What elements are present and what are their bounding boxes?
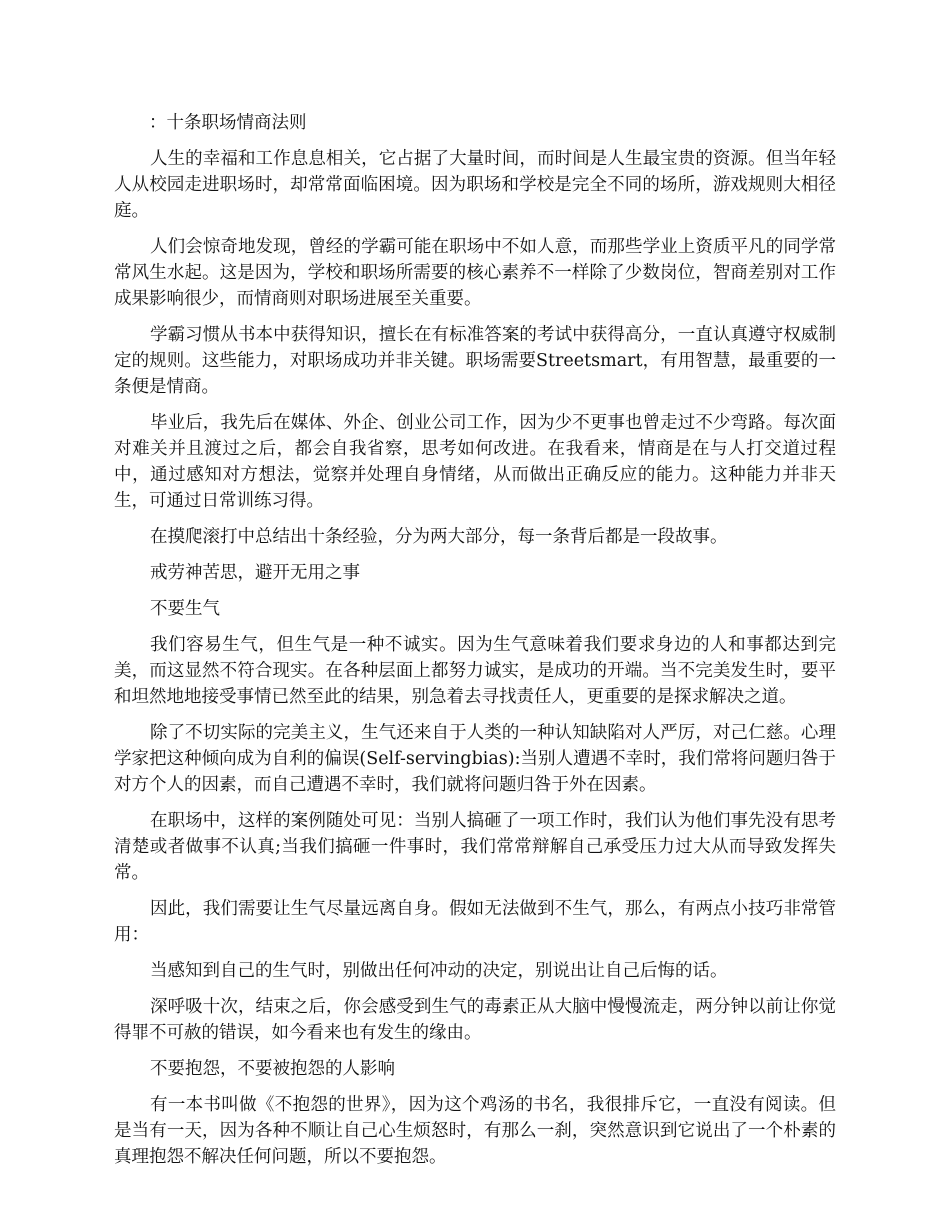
paragraph: 在职场中，这样的案例随处可见：当别人搞砸了一项工作时，我们认为他们事先没有思考清楚或者做事不认真;当我们搞砸一件事时，我们常常辩解自己承受压力过大从而导致发挥失常。 (114, 811, 836, 883)
paragraph: 人生的幸福和工作息息相关，它占据了大量时间，而时间是人生最宝贵的资源。但当年轻人从校园走进职场时，却常常面临困境。因为职场和学校是完全不同的场所，游戏规则大相径庭。 (114, 149, 836, 221)
paragraph: 人们会惊奇地发现，曾经的学霸可能在职场中不如人意，而那些学业上资质平凡的同学常常风生水起。这是因为，学校和职场所需要的核心素养不一样除了少数岗位，智商差别对工作成果影响很少，而情商则对职场进展至关重要。 (114, 237, 836, 309)
paragraph: 学霸习惯从书本中获得知识，擅长在有标准答案的考试中获得高分，一直认真遵守权威制定的规则。这些能力，对职场成功并非关键。职场需要Streetsmart，有用智慧，最重要的一条便是情商。 (114, 325, 836, 397)
section-heading: 戒劳神苦思，避开无用之事 (150, 563, 360, 583)
section-heading: 不要生气 (150, 599, 220, 619)
paragraph: 毕业后，我先后在媒体、外企、创业公司工作，因为少不更事也曾走过不少弯路。每次面对难关并且渡过之后，都会自我省察，思考如何改进。在我看来，情商是在与人打交道过程中，通过感知对方想法，觉察并处理自身情绪，从而做出正确反应的能力。这种能力并非天生，可通过日常训练习得。 (114, 413, 836, 511)
paragraph: 当感知到自己的生气时，别做出任何冲动的决定，别说出让自己后悔的话。 (150, 961, 728, 981)
paragraph: 深呼吸十次，结束之后，你会感受到生气的毒素正从大脑中慢慢流走，两分钟以前让你觉得罪不可赦的错误，如今看来也有发生的缘由。 (114, 997, 836, 1043)
paragraph: 在摸爬滚打中总结出十条经验，分为两大部分，每一条背后都是一段故事。 (150, 527, 728, 547)
paragraph: 我们容易生气，但生气是一种不诚实。因为生气意味着我们要求身边的人和事都达到完美，而这显然不符合现实。在各种层面上都努力诚实，是成功的开端。当不完美发生时，要平和坦然地地接受事情已然至此的结果，别急着去寻找责任人，更重要的是探求解决之道。 (114, 635, 836, 707)
section-heading: 不要抱怨，不要被抱怨的人影响 (150, 1059, 395, 1079)
paragraph: 因此，我们需要让生气尽量远离自身。假如无法做到不生气，那么，有两点小技巧非常管用： (114, 899, 836, 945)
paragraph: 有一本书叫做《不抱怨的世界》，因为这个鸡汤的书名，我很排斥它，一直没有阅读。但是当有一天，因为各种不顺让自己心生烦怒时，有那么一刹，突然意识到它说出了一个朴素的真理抱怨不解决任何问题，所以不要抱怨。 (114, 1095, 836, 1167)
document-page (114, 110, 836, 1180)
paragraph: 除了不切实际的完美主义，生气还来自于人类的一种认知缺陷对人严厉，对己仁慈。心理学家把这种倾向成为自利的偏误(Self-servingbias):当别人遭遇不幸时，我们常将问题归咎于对方个人的因素，而自己遭遇不幸时，我们就将问题归咎于外在因素。 (114, 723, 836, 795)
document-title: ：十条职场情商法则 (149, 113, 307, 133)
